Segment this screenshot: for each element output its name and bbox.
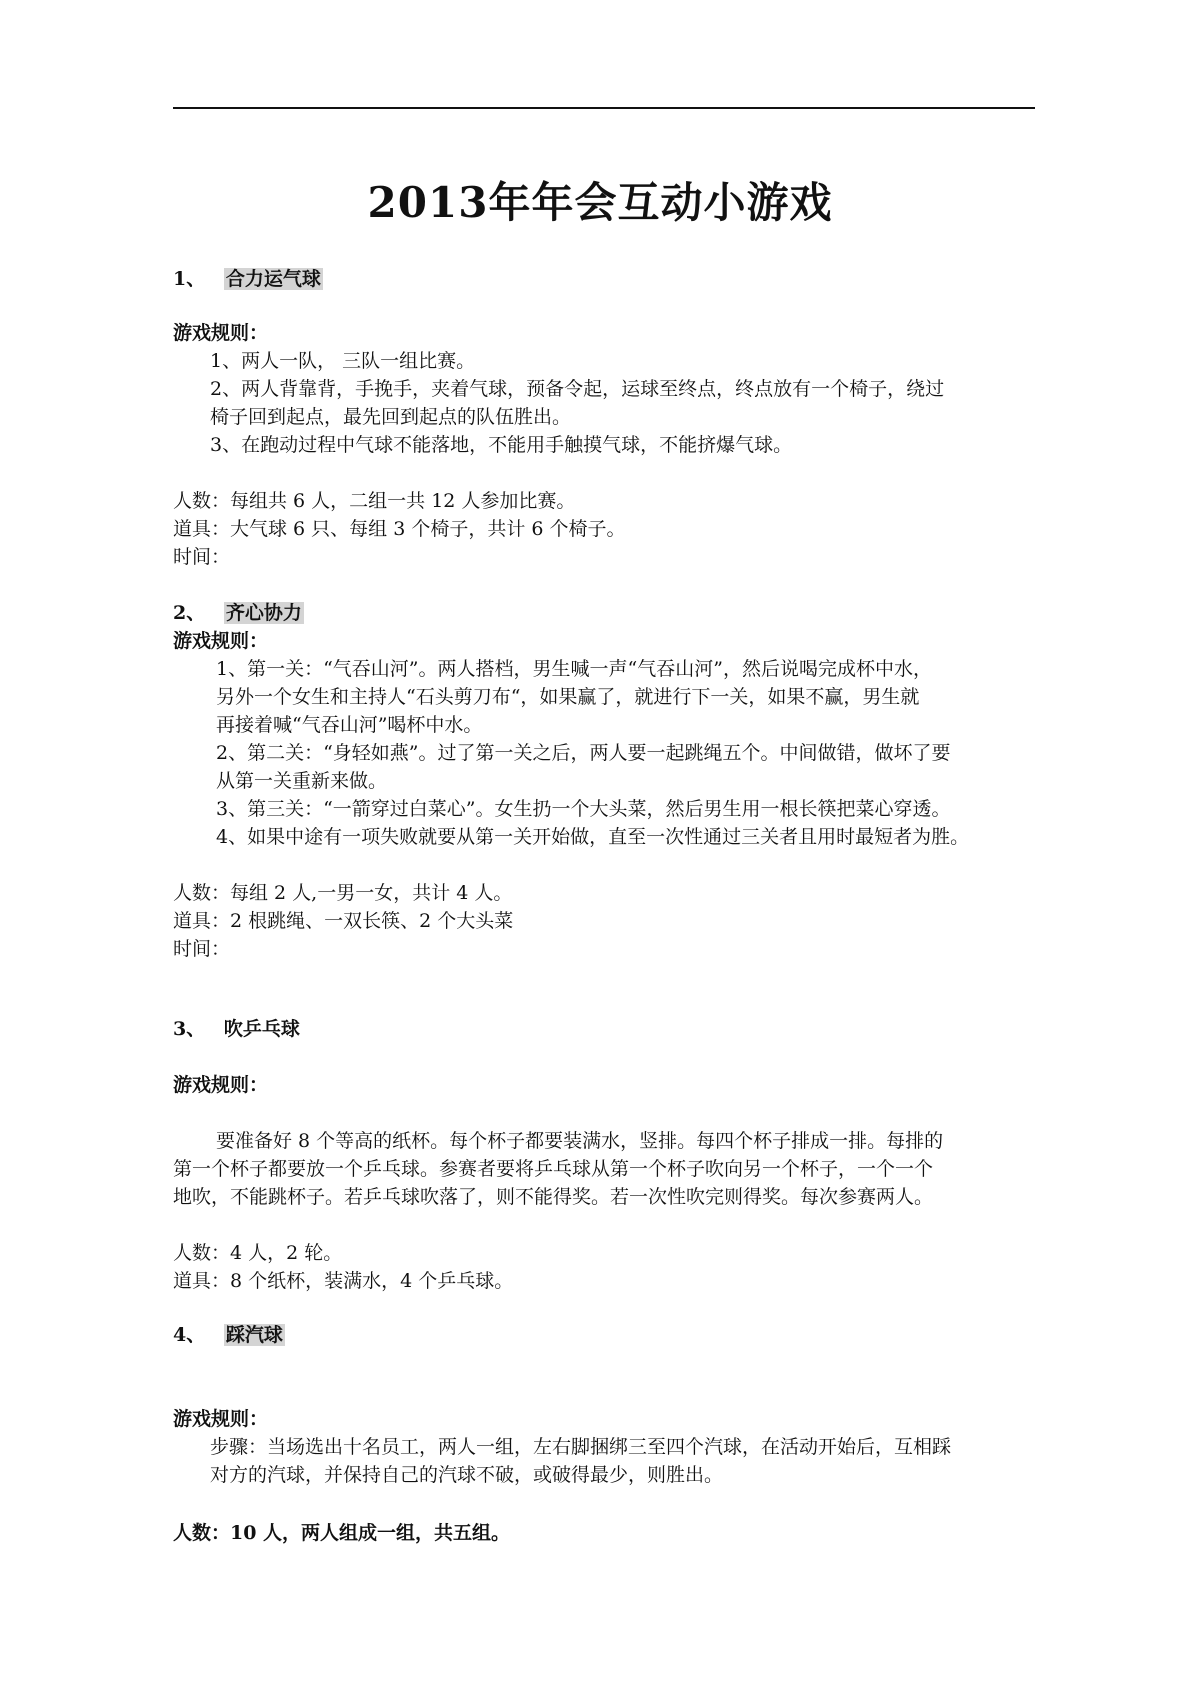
section-3-rule-line-3: 地吹，不能跳杯子。若乒乓球吹落了，则不能得奖。若一次性吹完则得奖。每次参赛两人。 xyxy=(173,1186,934,1208)
section-1-time: 时间： xyxy=(173,546,231,568)
section-2-heading xyxy=(173,600,304,626)
section-2-number: 2、 xyxy=(173,602,206,624)
section-2-rule-1: 1、第一关：“气吞山河”。两人搭档，男生喊一声“气吞山河”，然后说喝完成杯中水， xyxy=(216,658,932,680)
section-2-rule-1-cont-b: 再接着喊“气吞山河”喝杯中水。 xyxy=(216,714,483,736)
section-3-name: 吹乒乓球 xyxy=(223,1018,300,1040)
section-3-rules-label: 游戏规则： xyxy=(173,1074,269,1096)
section-1-number: 1、 xyxy=(173,268,206,290)
header-rule xyxy=(173,107,1035,109)
page-title: 2013年年会互动小游戏 xyxy=(367,178,833,227)
section-4-name: 踩汽球 xyxy=(225,1324,283,1346)
section-4-rules-label: 游戏规则： xyxy=(173,1408,269,1430)
section-2-rule-2: 2、第二关：“身轻如燕”。过了第一关之后，两人要一起跳绳五个。中间做错，做坏了要 xyxy=(216,742,951,764)
section-3-number: 3、 xyxy=(173,1018,206,1040)
section-2-name: 齐心协力 xyxy=(225,602,302,624)
section-2-people: 人数：每组 2 人,一男一女，共计 4 人。 xyxy=(173,882,513,904)
section-1-rules-label: 游戏规则： xyxy=(173,322,269,344)
section-2-rule-2-cont: 从第一关重新来做。 xyxy=(216,770,388,792)
section-3-heading xyxy=(173,1016,300,1042)
section-1-rule-3: 3、在跑动过程中气球不能落地，不能用手触摸气球，不能挤爆气球。 xyxy=(210,434,793,456)
section-4-heading xyxy=(173,1322,285,1348)
section-1-props: 道具：大气球 6 只、每组 3 个椅子，共计 6 个椅子。 xyxy=(173,518,626,540)
section-2-rule-3: 3、第三关：“一箭穿过白菜心”。女生扔一个大头菜，然后男生用一根长筷把菜心穿透。 xyxy=(216,798,951,820)
section-4-people: 人数：10 人，两人组成一组，共五组。 xyxy=(173,1522,511,1544)
section-3-rule-line-2: 第一个杯子都要放一个乒乓球。参赛者要将乒乓球从第一个杯子吹向另一个杯子，一个一个 xyxy=(173,1158,934,1180)
section-3-props: 道具：8 个纸杯，装满水，4 个乒乓球。 xyxy=(173,1270,514,1292)
section-2-time: 时间： xyxy=(173,938,231,960)
section-3-rule-line-1: 要准备好 8 个等高的纸杯。每个杯子都要装满水，竖排。每四个杯子排成一排。每排的 xyxy=(216,1130,944,1152)
section-1-rule-2-cont: 椅子回到起点，最先回到起点的队伍胜出。 xyxy=(210,406,572,428)
section-4-rule-1-cont: 对方的汽球，并保持自己的汽球不破，或破得最少，则胜出。 xyxy=(210,1464,724,1486)
section-3-people: 人数：4 人，2 轮。 xyxy=(173,1242,343,1264)
section-4-rule-1: 步骤：当场选出十名员工，两人一组，左右脚捆绑三至四个汽球，在活动开始后，互相踩 xyxy=(210,1436,952,1458)
section-2-rule-1-cont-a: 另外一个女生和主持人“石头剪刀布“，如果赢了，就进行下一关，如果不赢，男生就 xyxy=(216,686,920,708)
section-2-rule-4: 4、如果中途有一项失败就要从第一关开始做，直至一次性通过三关者且用时最短者为胜。 xyxy=(216,826,970,848)
section-4-number: 4、 xyxy=(173,1324,206,1346)
section-1-rule-2: 2、两人背靠背，手挽手，夹着气球，预备令起，运球至终点，终点放有一个椅子，绕过 xyxy=(210,378,945,400)
section-1-people: 人数：每组共 6 人，二组一共 12 人参加比赛。 xyxy=(173,490,576,512)
section-2-props: 道具：2 根跳绳、一双长筷、2 个大头菜 xyxy=(173,910,514,932)
section-1-heading xyxy=(173,266,323,292)
section-1-rule-1: 1、两人一队， 三队一组比赛。 xyxy=(210,350,476,372)
section-2-rules-label: 游戏规则： xyxy=(173,630,269,652)
section-1-name: 合力运气球 xyxy=(225,268,321,290)
